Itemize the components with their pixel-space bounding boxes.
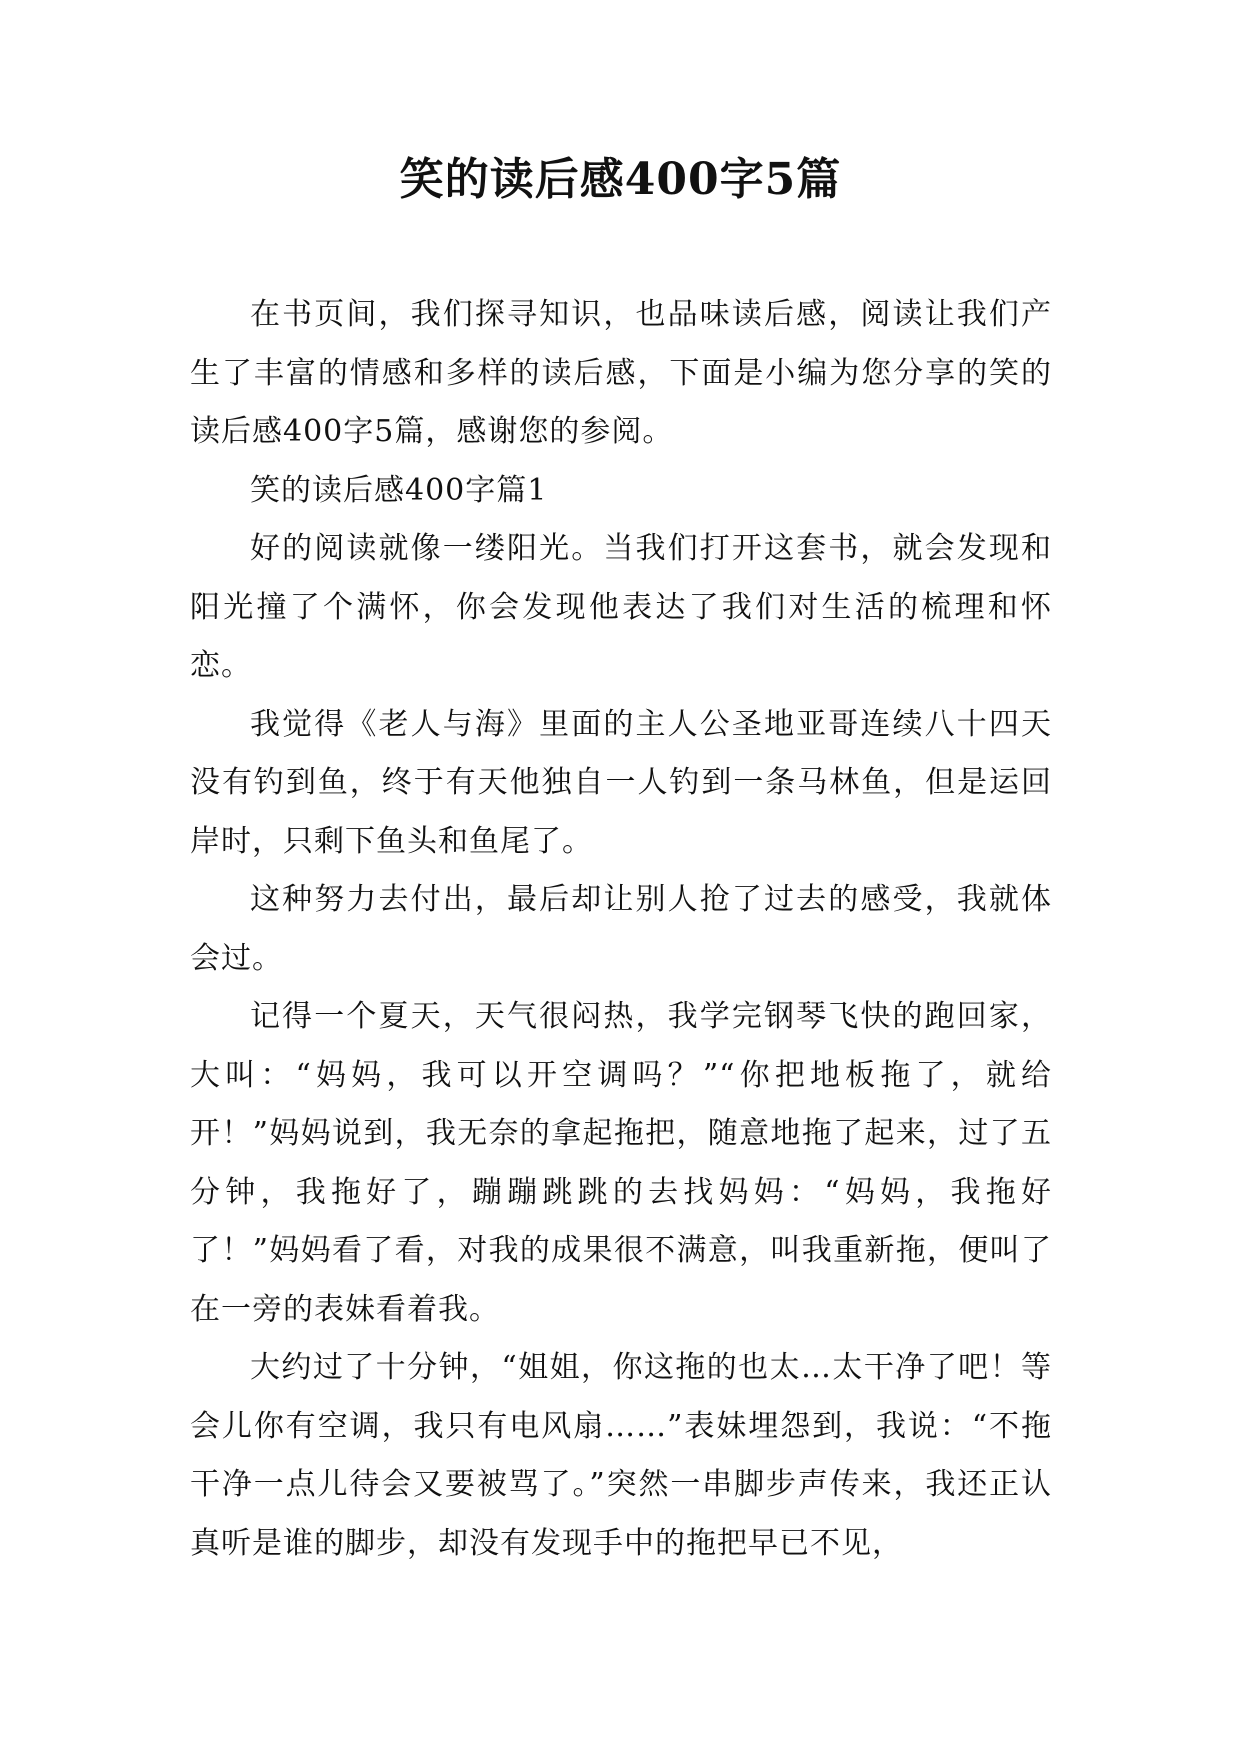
page-title: 笑的读后感400字5篇 xyxy=(399,154,842,205)
intro-paragraph: 在书页间，我们探寻知识，也品味读后感，阅读让我们产生了丰富的情感和多样的读后感，下面是小编为您分享的笑的读后感400字5篇，感谢您的参阅。 xyxy=(190,297,1052,449)
section-heading: 笑的读后感400字篇1 xyxy=(250,472,548,508)
body-paragraph: 好的阅读就像一缕阳光。当我们打开这套书，就会发现和阳光撞了个满怀，你会发现他表达了我们对生活的梳理和怀恋。 xyxy=(190,531,1052,683)
body-paragraph: 大约过了十分钟，“姐姐，你这拖的也太…太干净了吧！等会儿你有空调，我只有电风扇……”表妹埋怨到，我说：“不拖干净一点儿待会又要被骂了。”突然一串脚步声传来，我还正认真听是谁的脚步，却没有发现手中的拖把早已不见， xyxy=(190,1350,1052,1561)
body-paragraph: 记得一个夏天，天气很闷热，我学完钢琴飞快的跑回家，大叫：“妈妈，我可以开空调吗？”“你把地板拖了，就给开！”妈妈说到，我无奈的拿起拖把，随意地拖了起来，过了五分钟，我拖好了，蹦蹦跳跳的去找妈妈：“妈妈，我拖好了！”妈妈看了看，对我的成果很不满意，叫我重新拖，便叫了在一旁的表妹看着我。 xyxy=(190,999,1052,1327)
body-paragraph: 这种努力去付出，最后却让别人抢了过去的感受，我就体会过。 xyxy=(190,882,1052,976)
document-body xyxy=(190,286,1052,1573)
body-paragraph: 我觉得《老人与海》里面的主人公圣地亚哥连续八十四天没有钓到鱼，终于有天他独自一人钓到一条马林鱼，但是运回岸时，只剩下鱼头和鱼尾了。 xyxy=(190,706,1052,859)
